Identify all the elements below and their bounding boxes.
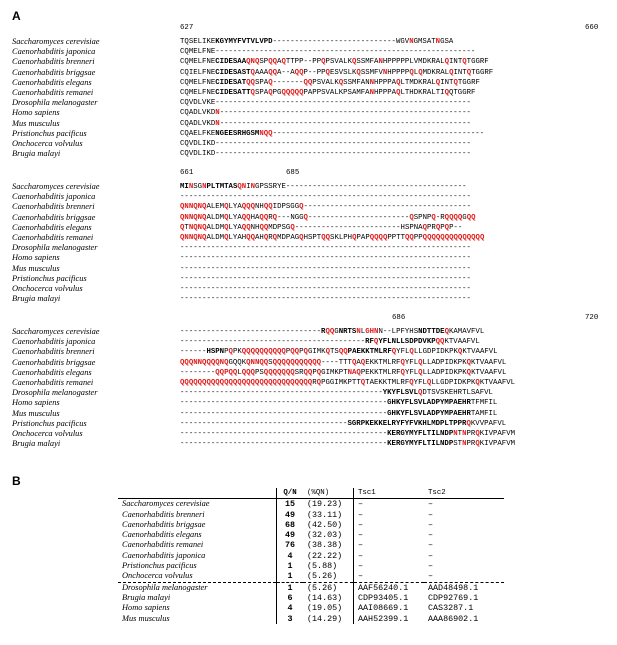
species-cell: Drosophila melanogaster xyxy=(118,582,277,593)
pct-header: (%QN) xyxy=(303,488,354,499)
species-name: Brugia malayi xyxy=(12,439,61,449)
species-cell: Caenorhabditis briggsae xyxy=(122,519,206,529)
panel-a-label: A xyxy=(12,9,21,23)
species-name: Saccharomyces cerevisiae xyxy=(12,182,100,191)
block-start-position: 686 xyxy=(392,314,406,322)
sequence: -----------------------------------------------KERGYMYFLTILNDPSTNPRQKIVPAFVM xyxy=(180,440,516,449)
pct-cell: (19.05) xyxy=(307,603,343,614)
qn-header: Q/N xyxy=(277,488,304,499)
panel-b-label: B xyxy=(12,474,21,488)
species-name: Mus musculus xyxy=(12,118,60,128)
pct-cell: (19.23) xyxy=(307,499,343,510)
species-name: Caenorhabditis brenneri xyxy=(12,347,95,357)
tsc2-header: Tsc2 xyxy=(424,488,504,499)
tsc2-cell: – xyxy=(428,571,434,582)
tsc1-cell: – xyxy=(354,499,425,510)
sequence: QTNQNQALDMQLYAQQNHQQMDPSGQ------------------------HSPNAQPRQPQP-- xyxy=(180,223,463,232)
tsc1-cell: AAF56240.1 xyxy=(354,582,425,593)
sequence: CQMELFNECIDESAAQNQSPQQAQTTPP--PPQPSVALKQSSMFANHPPPPPLVMDKRALQINTQTGGRF xyxy=(180,58,489,67)
species-cell: Pristionchus pacificus xyxy=(122,561,197,571)
species-name: Caenorhabditis brenneri xyxy=(12,57,95,67)
sequence: ------------------------------------------------------------------ xyxy=(180,244,471,253)
species-cell: Onchocerca volvulus xyxy=(122,571,193,581)
tsc1-cell: AAI08669.1 xyxy=(354,603,425,613)
sequence: ----------------------------------------------YKYFLSVLQDTSVSKEHRTLSAFVL xyxy=(180,389,493,398)
species-name: Homo sapiens xyxy=(12,398,60,408)
pct-cell: (14.29) xyxy=(307,613,343,624)
pct-cell: (22.22) xyxy=(307,550,343,561)
block-end-position: 660 xyxy=(585,24,599,32)
sequence: QQQNNQQQQNQGQQKQNNQQSQQQQQQQQQQQ----TTTQAQEKKTMLRFQYFLQLLADPIDKPKQKTVAAFVL xyxy=(180,358,507,367)
tsc2-cell: – xyxy=(428,499,434,510)
sequence: CQAELFKENGEESRHGSMNQQ------------------------------------------------ xyxy=(180,129,485,138)
species-cell: Caenorhabditis elegans xyxy=(122,530,202,540)
table-row xyxy=(118,582,504,593)
table-row xyxy=(118,593,504,603)
species-name: Caenorhabditis remanei xyxy=(12,88,94,97)
species-header xyxy=(118,488,277,499)
species-name: Caenorhabditis remanei xyxy=(12,378,94,387)
tsc2-cell: – xyxy=(428,530,434,541)
sequence: -----------------------------------------------GHKYFLSVLADPYMPAEHRTFMFIL xyxy=(180,399,498,408)
tsc2-cell: AAD48498.1 xyxy=(424,582,504,593)
block-end-position: 720 xyxy=(585,314,599,322)
sequence: TQSELIKEKGYMYFVTVLVPD----------------------------WGVNGMSATNGSA xyxy=(180,38,454,46)
species-name: Onchocerca volvulus xyxy=(12,139,83,148)
species-name: Drosophila melanogaster xyxy=(12,243,98,253)
table-row xyxy=(118,540,504,550)
table-row xyxy=(118,571,504,582)
table-row xyxy=(118,510,504,520)
qn-cell: 76 xyxy=(277,540,304,550)
tsc2-cell: AAA86902.1 xyxy=(428,613,479,624)
block-start-position: 627 xyxy=(180,24,194,32)
qn-cell: 1 xyxy=(277,582,304,593)
sequence: CQADLVKDN--------------------------------------------------------- xyxy=(180,109,471,118)
block-start-position: 661 xyxy=(180,169,194,177)
species-cell: Caenorhabditis japonica xyxy=(122,550,206,560)
table-row xyxy=(118,499,504,510)
qn-cell: 4 xyxy=(277,551,304,561)
qn-cell: 1 xyxy=(277,571,304,582)
species-name: Mus musculus xyxy=(12,408,60,418)
tsc1-cell: AAH52399.1 xyxy=(354,614,425,624)
table-row xyxy=(118,520,504,530)
block-end-position: 685 xyxy=(286,169,300,177)
species-name: Brugia malayi xyxy=(12,294,61,304)
tsc1-cell: – xyxy=(354,530,425,540)
species-name: Saccharomyces cerevisiae xyxy=(12,37,100,46)
tsc2-cell: – xyxy=(428,509,434,520)
pct-cell: (5.26) xyxy=(307,571,338,582)
species-name: Caenorhabditis japonica xyxy=(12,47,96,57)
tsc1-header: Tsc1 xyxy=(354,488,425,499)
qn-summary-table xyxy=(118,488,504,624)
qn-cell: 3 xyxy=(277,614,304,624)
species-name: Homo sapiens xyxy=(12,253,60,263)
tsc1-cell: – xyxy=(354,561,425,571)
pct-cell: (38.38) xyxy=(307,540,343,551)
sequence: CQVDLVKE---------------------------------------------------------- xyxy=(180,99,471,108)
sequence: ------------------------------------------------------------------ xyxy=(180,264,471,273)
species-cell: Brugia malayi xyxy=(122,592,171,602)
species-name: Drosophila melanogaster xyxy=(12,98,98,108)
sequence: CQVDLIKD---------------------------------------------------------- xyxy=(180,150,471,159)
sequence: CQMELFNECIDESATTQSPAQPGQQQQQPAPPSVALKPSAMFANHPPPAQLTHDKRALTIQQTGGRF xyxy=(180,89,476,97)
species-name: Caenorhabditis japonica xyxy=(12,192,96,202)
table-row xyxy=(118,614,504,624)
tsc2-cell: – xyxy=(428,540,434,551)
sequence: CQIELFNECIDESASTQAAAQQA--AQQP--PPQESVSLKQSSMFVNHPPPPQLQMDKRALQINTQTGGRF xyxy=(180,68,494,77)
table-row xyxy=(118,561,504,571)
tsc1-cell: – xyxy=(354,571,425,582)
species-name: Caenorhabditis briggsae xyxy=(12,67,96,77)
species-name: Pristionchus pacificus xyxy=(12,128,87,138)
sequence: -----------------------------------------------KERGYMYFLTILNDPNTNPRQKIVPAFVM xyxy=(180,430,516,438)
tsc2-cell: – xyxy=(428,550,434,561)
tsc1-cell: – xyxy=(354,551,425,561)
sequence: ------------------------------------------------------------------ xyxy=(180,285,471,293)
species-name: Caenorhabditis elegans xyxy=(12,222,92,232)
species-name: Pristionchus pacificus xyxy=(12,273,87,283)
species-name: Caenorhabditis remanei xyxy=(12,233,94,242)
sequence: --------QQPQQLQQQPSQQQQQQQSRQQPQGIMKPTNAQPEKKTMLRFQYFLQLLADPIDKPKQKTVAAFVL xyxy=(180,368,507,377)
species-name: Caenorhabditis elegans xyxy=(12,367,92,377)
tsc1-cell: – xyxy=(354,540,425,550)
qn-cell: 15 xyxy=(277,499,304,510)
qn-cell: 68 xyxy=(277,520,304,530)
sequence: CQADLVKDN--------------------------------------------------------- xyxy=(180,119,471,128)
pct-cell: (42.50) xyxy=(307,519,343,530)
qn-cell: 4 xyxy=(277,603,304,613)
sequence: QNNQNQALEMQLYAQQQNHQQIDPSGGQ-------------------------------------- xyxy=(180,203,471,212)
pct-cell: (32.03) xyxy=(307,530,343,541)
sequence: ------------------------------------------RFQYFLNLLSDPDVKPQQKTVAAFVL xyxy=(180,338,480,347)
table-row xyxy=(118,551,504,561)
sequence: QQQQQQQQQQQQQQQQQQQQQQQQQQQQQQRQPGGIMKPTTQTAEKKTMLRFQYFLQLLGDPIDKPKQKTVAAFVL xyxy=(180,379,516,387)
species-name: Caenorhabditis elegans xyxy=(12,77,92,87)
species-cell: Homo sapiens xyxy=(122,603,170,613)
sequence: ------------------------------------------------------------------ xyxy=(180,193,471,202)
species-name: Saccharomyces cerevisiae xyxy=(12,327,100,336)
tsc1-cell: – xyxy=(354,520,425,530)
sequence: CQVDLIKD---------------------------------------------------------- xyxy=(180,140,471,148)
species-name: Caenorhabditis japonica xyxy=(12,337,96,347)
species-name: Onchocerca volvulus xyxy=(12,429,83,438)
qn-cell: 1 xyxy=(277,561,304,571)
species-name: Homo sapiens xyxy=(12,108,60,118)
tsc1-cell: CDP93405.1 xyxy=(354,593,425,603)
sequence: ------------------------------------------------------------------ xyxy=(180,295,471,304)
species-name: Caenorhabditis briggsae xyxy=(12,212,96,222)
sequence: ------------------------------------------------------------------ xyxy=(180,254,471,263)
table-row xyxy=(118,603,504,613)
species-name: Brugia malayi xyxy=(12,149,61,159)
sequence: -----------------------------------------------GHKYFLSVLADPYMPAEHRTAMFIL xyxy=(180,409,498,418)
sequence: --------------------------------------SGRPKEKKELRYFYFVKHLMDPLTPPRQKVVPAFVL xyxy=(180,419,507,428)
species-cell: Caenorhabditis brenneri xyxy=(122,509,205,519)
species-name: Drosophila melanogaster xyxy=(12,388,98,398)
species-name: Mus musculus xyxy=(12,263,60,273)
tsc1-cell: – xyxy=(354,510,425,520)
sequence: MINSGNPLTMTASQNINGPSSRYE----------------------------------------- xyxy=(180,183,467,191)
pct-cell: (14.63) xyxy=(307,592,343,603)
table-header-row xyxy=(118,488,504,499)
species-name: Caenorhabditis briggsae xyxy=(12,357,96,367)
tsc2-cell: – xyxy=(428,519,434,530)
sequence: ------HSPNPQPKQQQQQQQQQQPQQPQGIMKQTSQQPAEKKTMLRFQYFLQLLGDPIDKPKQKTVAAFVL xyxy=(180,348,498,357)
qn-cell: 49 xyxy=(277,530,304,540)
qn-cell: 49 xyxy=(277,510,304,520)
pct-cell: (5.88) xyxy=(307,561,338,572)
sequence: ------------------------------------------------------------------ xyxy=(180,274,471,283)
sequence: CQMELFNE----------------------------------------------------------- xyxy=(180,48,476,57)
tsc2-cell: CAS3287.1 xyxy=(428,603,474,614)
species-cell: Caenorhabditis remanei xyxy=(122,540,204,550)
tsc2-cell: – xyxy=(428,561,434,572)
sequence: QNNQNQALDMQLYAQQHAQQRQ---NGGQ-----------------------QSPNPQ-RQQQQGQQ xyxy=(180,213,476,222)
species-name: Caenorhabditis brenneri xyxy=(12,202,95,212)
sequence: CQMELFNECIDESATQQSPAQ-------QQPSVALKQSSMFANNHPPPAQLTMDKRALQINTQTGGRF xyxy=(180,78,480,87)
pct-cell: (5.26) xyxy=(303,582,354,593)
species-name: Pristionchus pacificus xyxy=(12,418,87,428)
pct-cell: (33.11) xyxy=(307,509,343,520)
sequence: --------------------------------RQQGNRTSNLGHNN--LPFYHSNDTTDEQKAMAVFVL xyxy=(180,328,485,336)
species-cell: Mus musculus xyxy=(122,613,170,623)
species-cell: Saccharomyces cerevisiae xyxy=(122,499,210,509)
tsc2-cell: CDP92769.1 xyxy=(428,592,479,603)
sequence: QNNQNQALDMQLYAHQQAHQRQMDPAGQHSPTQQSKLPHQPAPQQQQPPTTQQPPQQQQQQQQQQQQQQ xyxy=(180,234,485,242)
table-row xyxy=(118,530,504,540)
species-name: Onchocerca volvulus xyxy=(12,284,83,293)
qn-cell: 6 xyxy=(277,593,304,603)
